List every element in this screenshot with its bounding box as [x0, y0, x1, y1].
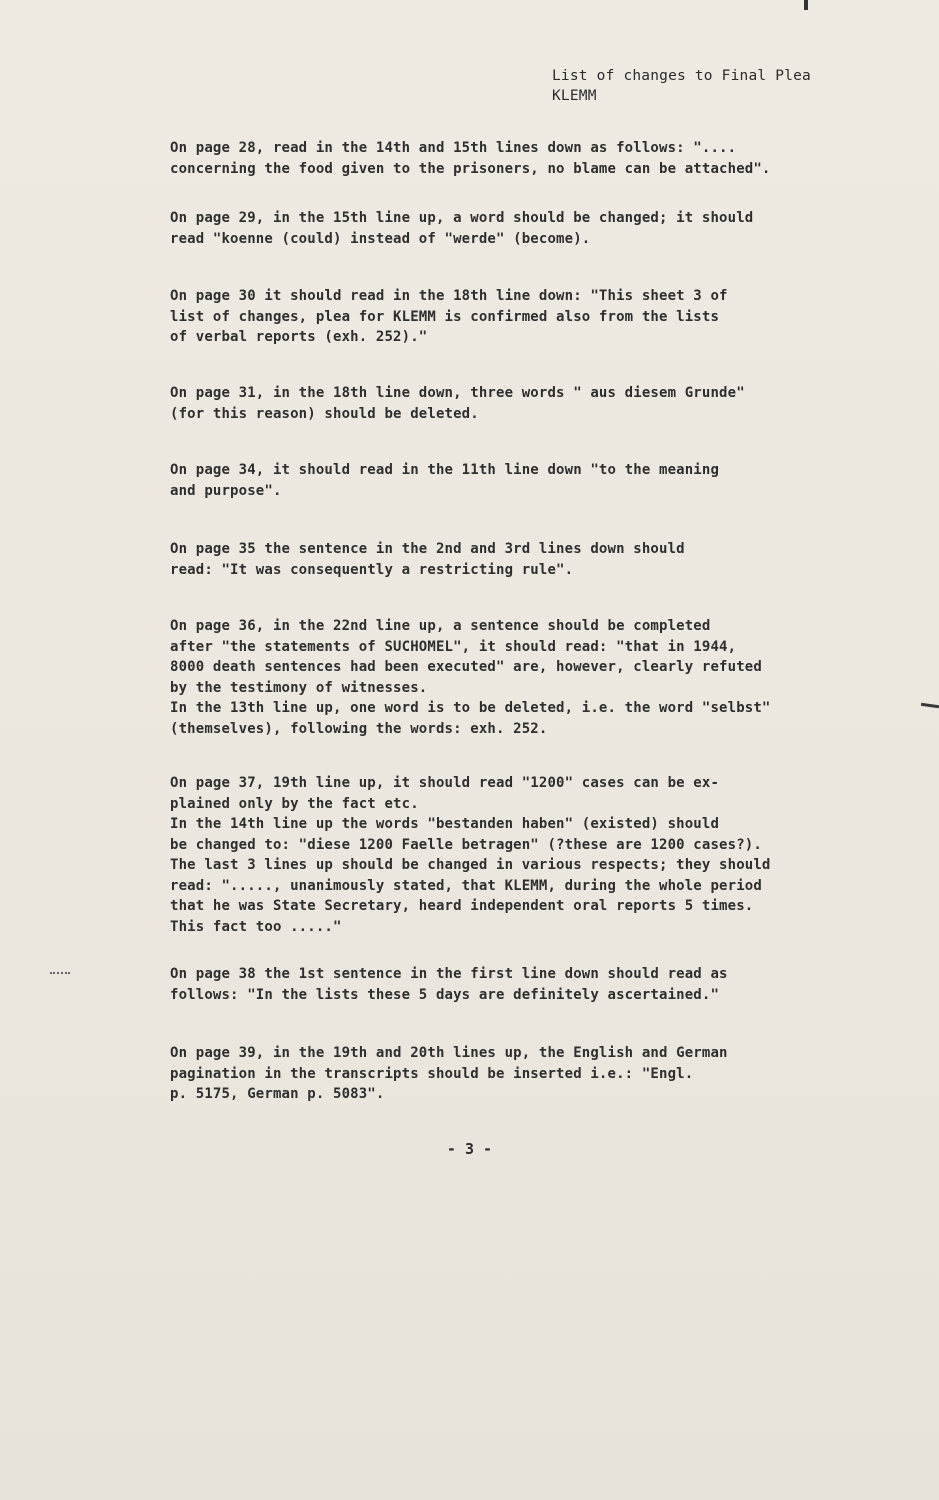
change-entry-page-28: [170, 138, 850, 179]
change-entry-page-30: [170, 286, 850, 348]
document-header: [552, 66, 811, 106]
margin-mark: [804, 0, 808, 10]
change-entry-page-37: [170, 773, 850, 937]
entry-line: In the 13th line up, one word is to be deleted, i.e. the word "selbst": [170, 700, 771, 716]
entry-line: p. 5175, German p. 5083".: [170, 1086, 385, 1102]
entry-line: On page 37, 19th line up, it should read "1200" cases can be ex-: [170, 775, 720, 791]
entry-line: and purpose".: [170, 482, 282, 499]
change-entry-page-39: [170, 1043, 850, 1105]
header-title: List of changes to Final Plea: [552, 68, 811, 84]
header-subtitle: KLEMM: [552, 88, 597, 104]
entry-line: plained only by the fact etc.: [170, 795, 419, 812]
entry-line: read "koenne (could) instead of "werde" (become).: [170, 230, 591, 247]
entry-line: On page 38 the 1st sentence in the first line down should read as: [170, 966, 728, 982]
change-entry-page-31: [170, 383, 850, 424]
entry-line: On page 30 it should read in the 18th line down: "This sheet 3 of: [170, 288, 728, 304]
entry-line: On page 36, in the 22nd line up, a sentence should be completed: [170, 618, 711, 634]
entry-line: read: "....., unanimously stated, that KLEMM, during the whole period: [170, 877, 762, 894]
entry-line: pagination in the transcripts should be inserted i.e.: "Engl.: [170, 1065, 694, 1082]
entry-line: concerning the food given to the prisoners, no blame can be attached".: [170, 160, 771, 177]
entry-line: list of changes, plea for KLEMM is confirmed also from the lists: [170, 308, 720, 325]
entry-line: This fact too .....": [170, 918, 342, 935]
entry-line: On page 31, in the 18th line down, three words " aus diesem Grunde": [170, 385, 745, 401]
entry-line: On page 39, in the 19th and 20th lines up, the English and German: [170, 1045, 728, 1061]
change-entry-page-29: [170, 208, 850, 249]
entry-line: be changed to: "diese 1200 Faelle betragen" (?these are 1200 cases?).: [170, 836, 762, 853]
entry-line: On page 28, read in the 14th and 15th lines down as follows: "....: [170, 140, 737, 156]
entry-line: read: "It was consequently a restricting rule".: [170, 561, 574, 578]
page-number: - 3 -: [446, 1140, 493, 1158]
entry-line: On page 29, in the 15th line up, a word should be changed; it should: [170, 210, 754, 226]
entry-line: 8000 death sentences had been executed" are, however, clearly refuted: [170, 659, 762, 675]
entry-line: of verbal reports (exh. 252).": [170, 329, 428, 345]
change-entry-page-36: [170, 616, 850, 739]
entry-line: On page 35 the sentence in the 2nd and 3rd lines down should: [170, 541, 685, 557]
entry-line: after "the statements of SUCHOMEL", it should read: "that in 1944,: [170, 638, 737, 655]
entry-line: The last 3 lines up should be changed in various respects; they should: [170, 857, 771, 873]
change-entry-page-34: [170, 460, 850, 501]
entry-line: On page 34, it should read in the 11th line down "to the meaning: [170, 462, 720, 478]
margin-mark: [921, 703, 939, 708]
entry-line: that he was State Secretary, heard independent oral reports 5 times.: [170, 898, 754, 914]
entry-line: by the testimony of witnesses.: [170, 679, 428, 696]
change-entry-page-35: [170, 539, 850, 580]
change-entry-page-38: [170, 964, 850, 1005]
entry-line: (for this reason) should be deleted.: [170, 405, 479, 422]
entry-line: In the 14th line up the words "bestanden haben" (existed) should: [170, 816, 720, 832]
margin-mark: [50, 972, 70, 976]
entry-line: follows: "In the lists these 5 days are definitely ascertained.": [170, 986, 720, 1003]
entry-line: (themselves), following the words: exh. 252.: [170, 720, 548, 737]
